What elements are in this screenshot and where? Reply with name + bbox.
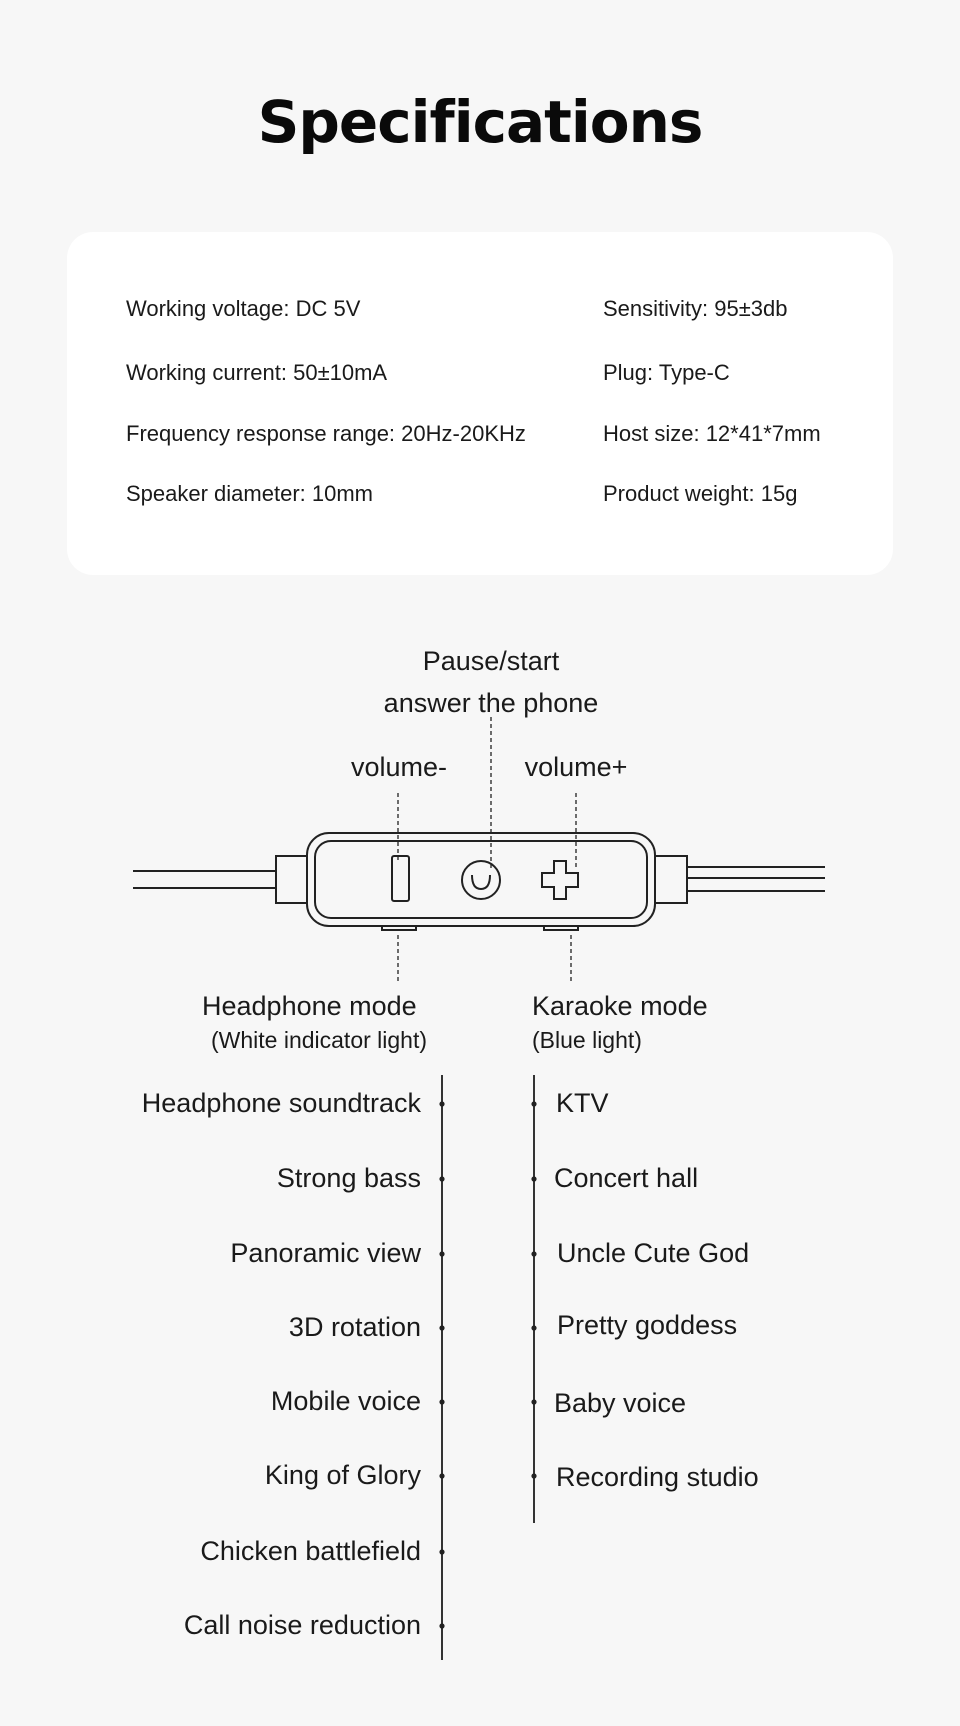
spec-product-weight: Product weight: 15g <box>603 481 798 506</box>
left-connector <box>276 856 307 903</box>
karaoke-mode-label: Karaoke mode <box>532 991 708 1021</box>
headphone-mode-dot <box>439 1251 444 1256</box>
spec-frequency-response: Frequency response range: 20Hz-20KHz <box>126 421 526 446</box>
karaoke-mode-dot <box>531 1473 536 1478</box>
headphone-mode-item: Headphone soundtrack <box>141 1088 421 1118</box>
spec-host-size: Host size: 12*41*7mm <box>603 421 821 446</box>
karaoke-mode-item: Baby voice <box>554 1388 687 1418</box>
headphone-mode-item: Panoramic view <box>230 1238 421 1268</box>
answer-phone-label: answer the phone <box>383 688 599 718</box>
left-cable <box>133 871 276 888</box>
spec-working-voltage: Working voltage: DC 5V <box>126 296 361 321</box>
pause-start-label: Pause/start <box>422 646 560 676</box>
play-pause-button-icon <box>462 861 500 899</box>
headphone-mode-dot <box>439 1473 444 1478</box>
controller-body <box>307 833 655 926</box>
spec-sensitivity: Sensitivity: 95±3db <box>603 296 788 321</box>
headphone-mode-item: 3D rotation <box>288 1312 421 1342</box>
right-cable <box>687 867 825 891</box>
karaoke-switch-tab <box>544 926 578 930</box>
controller-body-inner <box>315 841 647 918</box>
karaoke-mode-dot <box>531 1176 536 1181</box>
volume-minus-label: volume- <box>350 752 448 782</box>
karaoke-mode-dot <box>531 1101 536 1106</box>
karaoke-mode-dot <box>531 1399 536 1404</box>
headphone-mode-item: King of Glory <box>264 1460 421 1490</box>
headphone-mode-dot <box>439 1549 444 1554</box>
headphone-mode-dot <box>439 1325 444 1330</box>
headphone-switch-tab <box>382 926 416 930</box>
page-title: Specifications <box>257 88 703 156</box>
spec-speaker-diameter: Speaker diameter: 10mm <box>126 481 373 506</box>
volume-up-button-icon <box>542 861 578 899</box>
headphone-mode-label: Headphone mode <box>202 991 417 1021</box>
karaoke-mode-dot <box>531 1251 536 1256</box>
karaoke-mode-sub-label: (Blue light) <box>532 1027 642 1053</box>
headphone-mode-sub-label: (White indicator light) <box>211 1027 428 1053</box>
headphone-mode-item: Chicken battlefield <box>200 1536 421 1566</box>
karaoke-mode-item: KTV <box>556 1088 609 1118</box>
karaoke-mode-dot <box>531 1325 536 1330</box>
headphone-mode-dot <box>439 1399 444 1404</box>
right-connector <box>655 856 687 903</box>
karaoke-mode-item: Uncle Cute God <box>557 1238 750 1268</box>
headphone-mode-dot <box>439 1101 444 1106</box>
headphone-mode-dot <box>439 1176 444 1181</box>
spec-plug: Plug: Type-C <box>603 360 730 385</box>
karaoke-mode-item: Recording studio <box>556 1462 759 1492</box>
karaoke-mode-item: Pretty goddess <box>557 1310 738 1340</box>
headphone-mode-item: Mobile voice <box>270 1386 421 1416</box>
spec-working-current: Working current: 50±10mA <box>126 360 388 385</box>
headphone-mode-item: Call noise reduction <box>183 1610 421 1640</box>
volume-plus-label: volume+ <box>524 752 628 782</box>
headphone-mode-dot <box>439 1623 444 1628</box>
volume-down-button-icon <box>392 856 409 901</box>
karaoke-mode-item: Concert hall <box>554 1163 699 1193</box>
headphone-mode-item: Strong bass <box>276 1163 421 1193</box>
